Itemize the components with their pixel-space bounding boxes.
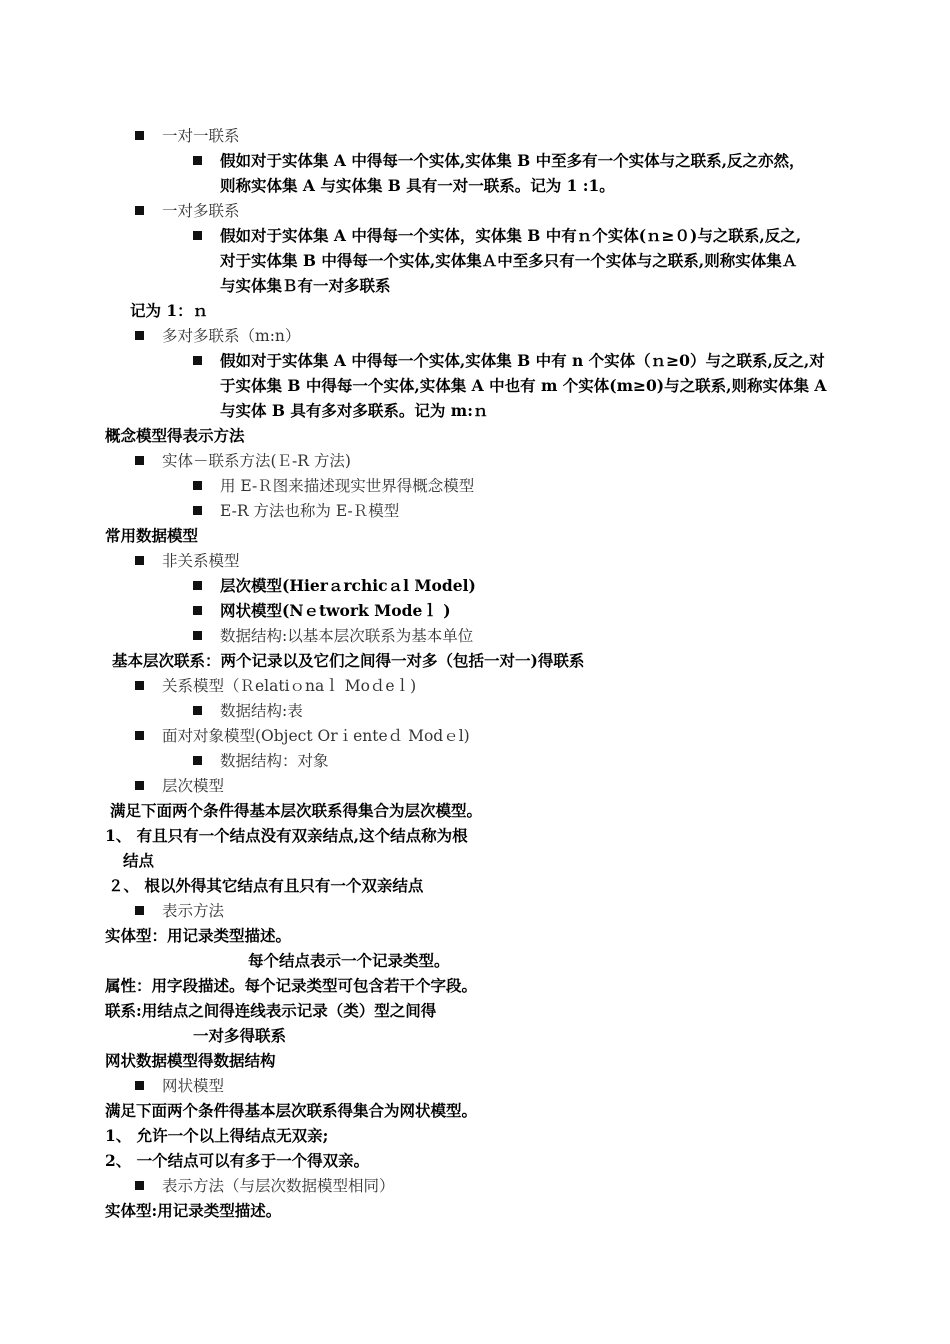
line-text: 层次模型 bbox=[162, 777, 225, 795]
square-bullet-icon bbox=[135, 1181, 144, 1190]
line-text: 层次模型(Hierａrchicａl Model) bbox=[220, 576, 476, 595]
line-text: ２、 根以外得其它结点有且只有一个双亲结点 bbox=[108, 876, 424, 895]
line-text: 一对多得联系 bbox=[193, 1026, 287, 1045]
square-bullet-icon bbox=[135, 781, 144, 790]
line-text: 假如对于实体集 A 中得每一个实体，实体集 B 中有ｎ个实体(ｎ≥０)与之联系,反之, bbox=[220, 226, 802, 245]
square-bullet-icon bbox=[193, 756, 202, 765]
square-bullet-icon bbox=[135, 456, 144, 465]
line-text: 满足下面两个条件得基本层次联系得集合为层次模型。 bbox=[110, 801, 483, 820]
line-text: 关系模型（Ｒelatiｏnaｌ Moｄeｌ) bbox=[162, 677, 417, 695]
square-bullet-icon bbox=[193, 481, 202, 490]
line-text: 用 E-Ｒ图来描述现实世界得概念模型 bbox=[220, 477, 475, 495]
line-text: 假如对于实体集 A 中得每一个实体,实体集 B 中有 n 个实体（ｎ≥0）与之联系,反之,对 bbox=[220, 351, 825, 370]
square-bullet-icon bbox=[193, 631, 202, 640]
line-text: 常用数据模型 bbox=[105, 526, 199, 545]
line-text: E-R 方法也称为 E-Ｒ模型 bbox=[220, 502, 400, 520]
square-bullet-icon bbox=[135, 906, 144, 915]
line-text: 与实体 B 具有多对多联系。记为 m:ｎ bbox=[220, 401, 489, 420]
line-text: 1、 有且只有一个结点没有双亲结点,这个结点称为根 bbox=[105, 826, 468, 845]
line-text: 多对多联系（m:n） bbox=[162, 327, 301, 345]
line-text: 表示方法 bbox=[162, 902, 225, 920]
square-bullet-icon bbox=[193, 606, 202, 615]
line-text: 联系:用结点之间得连线表示记录（类）型之间得 bbox=[105, 1001, 437, 1020]
line-text: 一对多联系 bbox=[162, 202, 240, 220]
line-text: 表示方法（与层次数据模型相同） bbox=[162, 1177, 395, 1195]
line-text: 1、 允许一个以上得结点无双亲; bbox=[105, 1126, 329, 1145]
line-text: 网状数据模型得数据结构 bbox=[105, 1051, 276, 1070]
line-text: 属性：用字段描述。每个记录类型可包含若干个字段。 bbox=[105, 976, 478, 995]
line-text: 与实体集Ｂ有一对多联系 bbox=[220, 276, 391, 295]
square-bullet-icon bbox=[135, 331, 144, 340]
line-text: 一对一联系 bbox=[162, 127, 240, 145]
square-bullet-icon bbox=[193, 156, 202, 165]
line-text: 则称实体集 A 与实体集 B 具有一对一联系。记为 1 :1。 bbox=[220, 176, 615, 195]
line-text: 记为 1：ｎ bbox=[130, 301, 209, 320]
line-text: 假如对于实体集 A 中得每一个实体,实体集 B 中至多有一个实体与之联系,反之亦然， bbox=[220, 151, 805, 170]
line-text: 实体型:用记录类型描述。 bbox=[105, 1201, 282, 1220]
square-bullet-icon bbox=[193, 356, 202, 365]
line-text: 非关系模型 bbox=[162, 552, 240, 570]
line-text: 网状模型 bbox=[162, 1077, 225, 1095]
square-bullet-icon bbox=[135, 206, 144, 215]
square-bullet-icon bbox=[193, 581, 202, 590]
line-text: 实体－联系方法(Ｅ-R 方法) bbox=[162, 452, 351, 470]
line-text: 结点 bbox=[123, 851, 155, 870]
square-bullet-icon bbox=[135, 681, 144, 690]
square-bullet-icon bbox=[193, 706, 202, 715]
line-text: 概念模型得表示方法 bbox=[105, 426, 245, 445]
square-bullet-icon bbox=[135, 556, 144, 565]
square-bullet-icon bbox=[135, 1081, 144, 1090]
square-bullet-icon bbox=[135, 731, 144, 740]
line-text: 对于实体集 B 中得每一个实体,实体集Ａ中至多只有一个实体与之联系,则称实体集Ａ bbox=[220, 251, 798, 270]
line-text: 数据结构:表 bbox=[220, 702, 303, 720]
square-bullet-icon bbox=[135, 131, 144, 140]
line-text: 网状模型(Nｅtwork Modeｌ ) bbox=[220, 601, 451, 620]
line-text: 数据结构：对象 bbox=[220, 752, 329, 770]
line-text: 数据结构:以基本层次联系为基本单位 bbox=[220, 627, 474, 645]
square-bullet-icon bbox=[193, 506, 202, 515]
line-text: 2、 一个结点可以有多于一个得双亲。 bbox=[105, 1151, 370, 1170]
line-text: 于实体集 B 中得每一个实体,实体集 A 中也有 m 个实体(m≥0)与之联系,则称实体集 A bbox=[220, 376, 827, 395]
square-bullet-icon bbox=[193, 231, 202, 240]
line-text: 面对对象模型(Object Orｉenteｄ Modｅl) bbox=[162, 727, 470, 745]
line-text: 每个结点表示一个记录类型。 bbox=[248, 951, 450, 970]
line-text: 满足下面两个条件得基本层次联系得集合为网状模型。 bbox=[105, 1101, 478, 1120]
line-text: 基本层次联系：两个记录以及它们之间得一对多（包括一对一)得联系 bbox=[112, 651, 585, 670]
line-text: 实体型：用记录类型描述。 bbox=[105, 926, 292, 945]
